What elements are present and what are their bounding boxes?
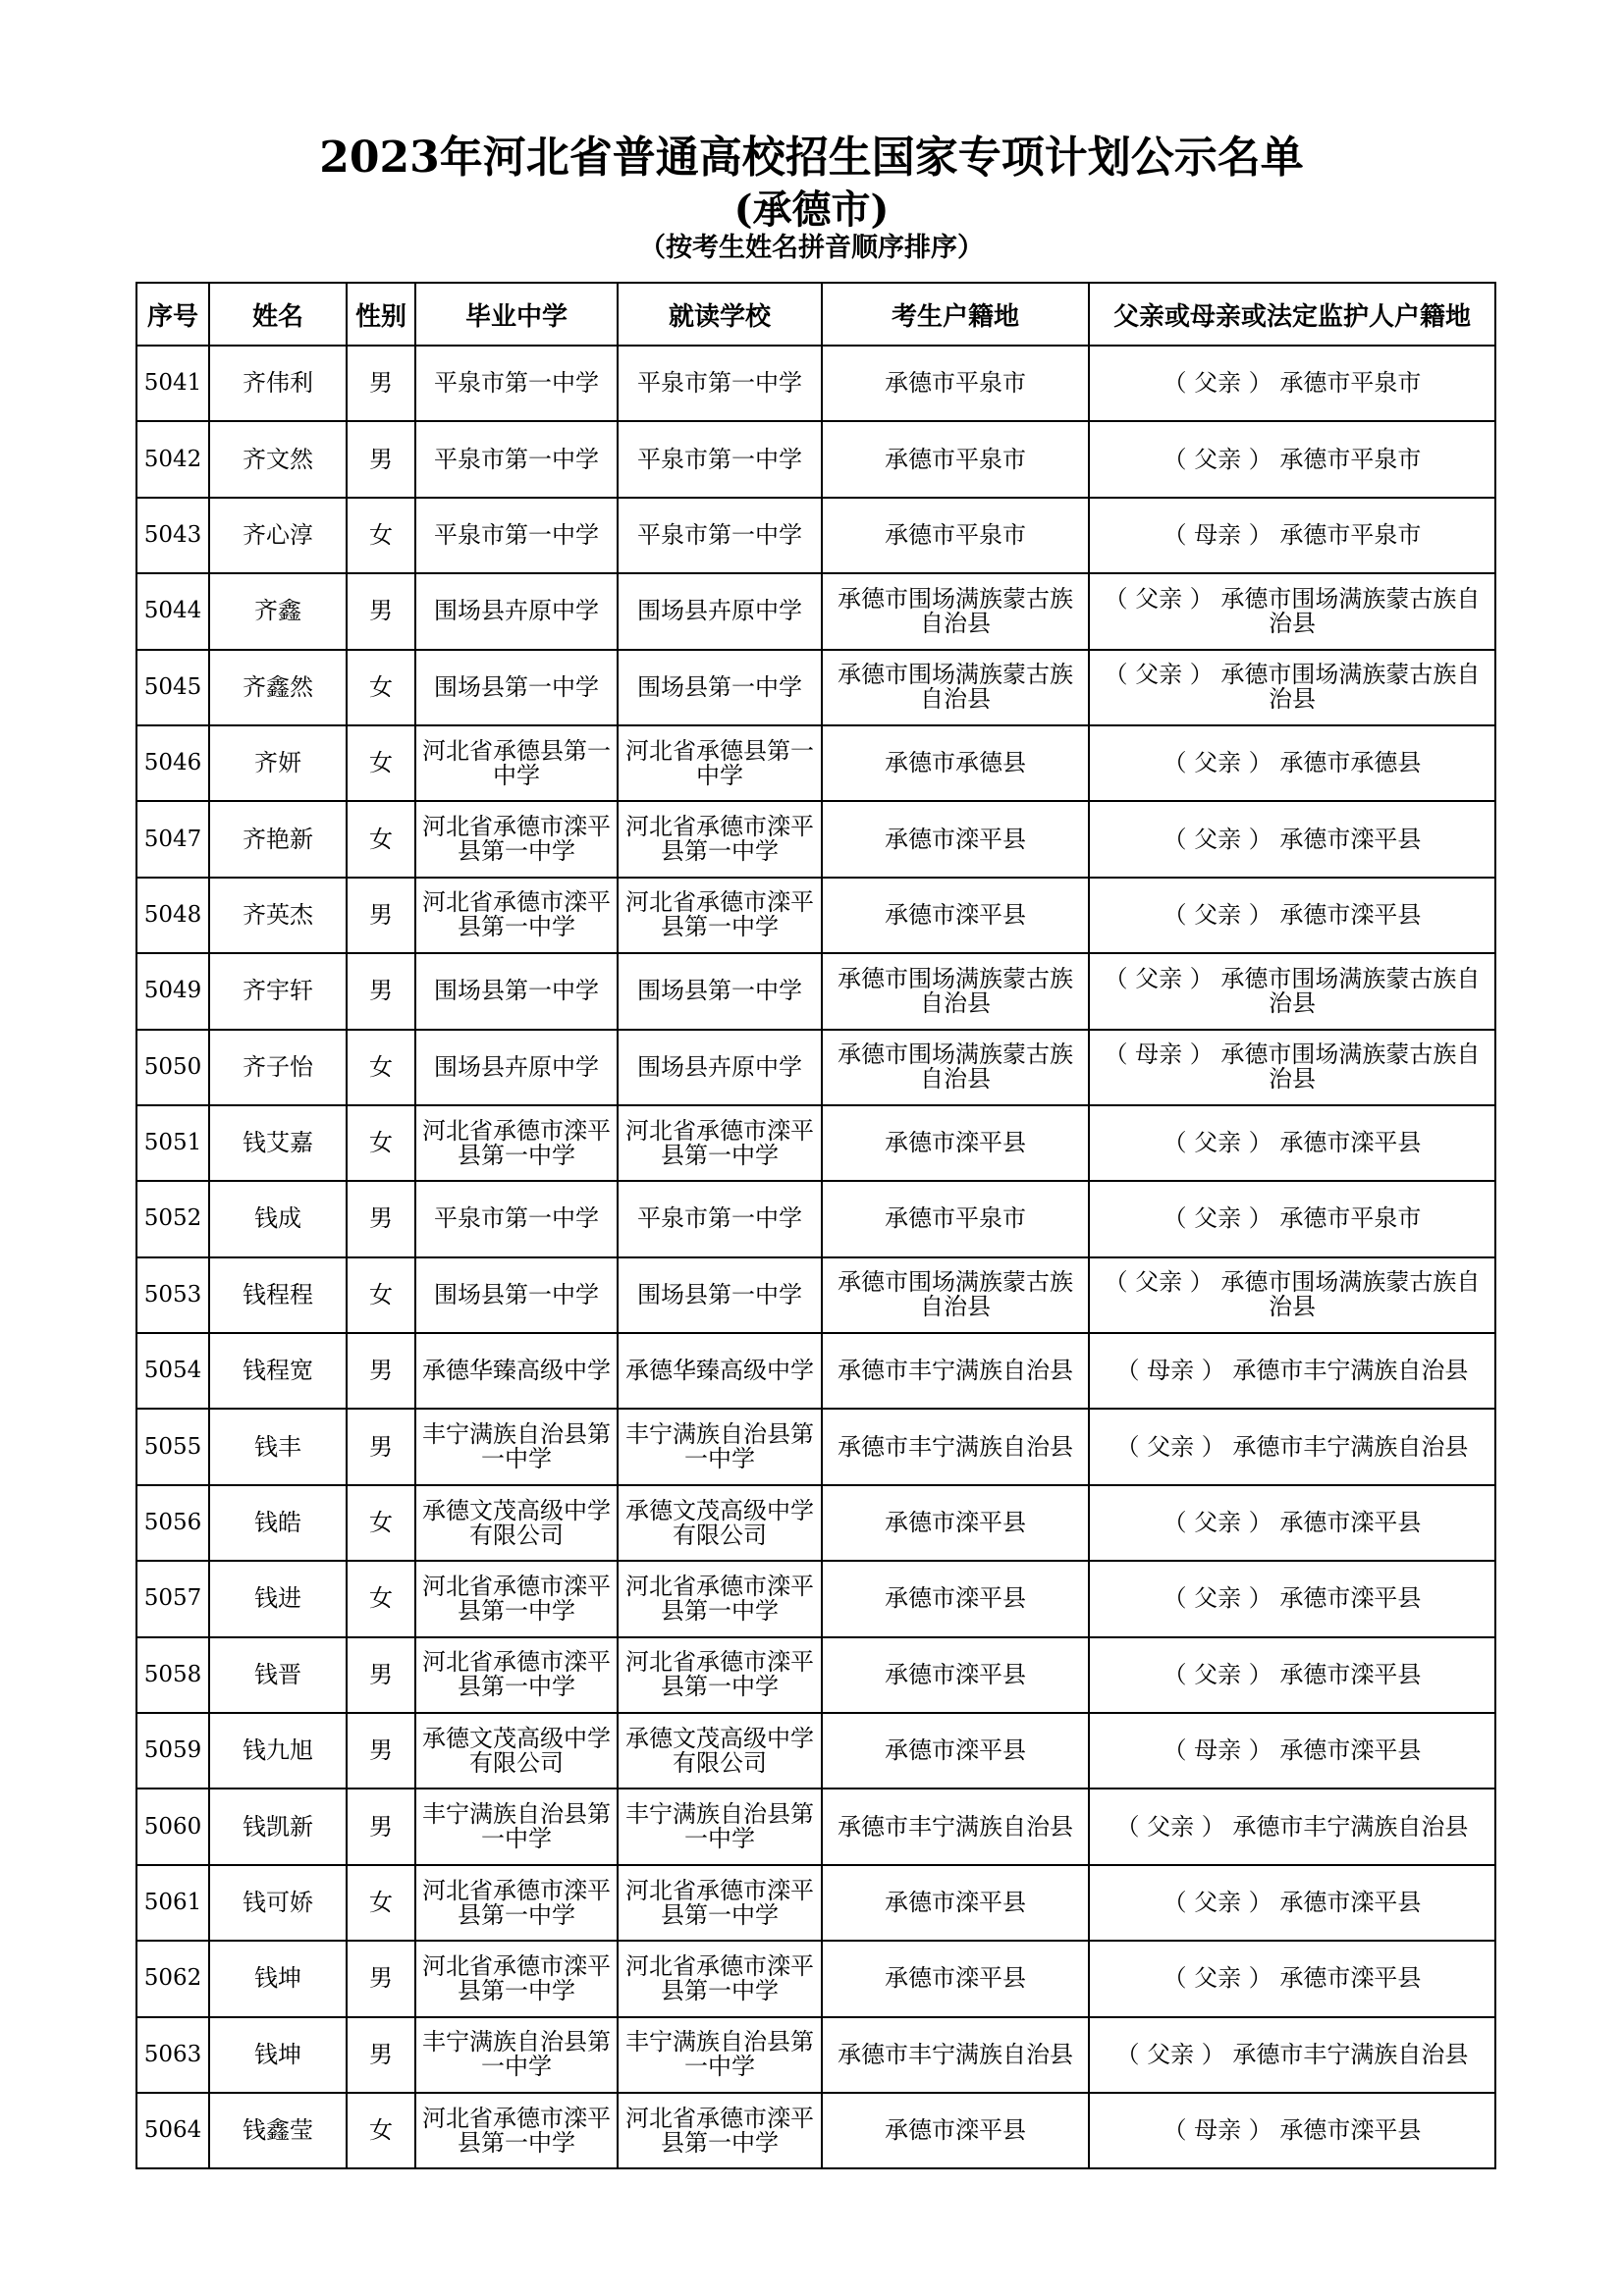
table-row <box>136 346 1495 421</box>
roster-table <box>135 282 1496 2169</box>
student-residence-cell: 承德市滦平县 <box>822 878 1089 953</box>
header-gender: 性别 <box>347 283 415 346</box>
guardian-residence-cell: （ 父亲 ） 承德市滦平县 <box>1089 1485 1495 1561</box>
current-school-cell: 河北省承德市滦平县第一中学 <box>618 1105 822 1181</box>
guardian-residence-cell: （ 父亲 ） 承德市围场满族蒙古族自治县 <box>1089 573 1495 649</box>
gender-cell: 女 <box>347 2093 415 2168</box>
guardian-residence-cell: （ 父亲 ） 承德市滦平县 <box>1089 878 1495 953</box>
name-cell: 钱程宽 <box>209 1333 347 1409</box>
current-school-cell: 平泉市第一中学 <box>618 346 822 421</box>
table-row <box>136 1941 1495 2016</box>
name-cell: 钱凯新 <box>209 1789 347 1864</box>
serial-cell: 5054 <box>136 1333 209 1409</box>
graduation-school-cell: 丰宁满族自治县第一中学 <box>415 1789 618 1864</box>
student-residence-cell: 承德市平泉市 <box>822 346 1089 421</box>
gender-cell: 男 <box>347 1333 415 1409</box>
table-row <box>136 801 1495 877</box>
guardian-residence-cell: （ 父亲 ） 承德市滦平县 <box>1089 1865 1495 1941</box>
serial-cell: 5051 <box>136 1105 209 1181</box>
name-cell: 钱丰 <box>209 1409 347 1484</box>
header-student-residence: 考生户籍地 <box>822 283 1089 346</box>
gender-cell: 男 <box>347 2017 415 2093</box>
header-graduation-school: 毕业中学 <box>415 283 618 346</box>
table-row <box>136 2093 1495 2168</box>
name-cell: 齐妍 <box>209 725 347 801</box>
guardian-residence-cell: （ 父亲 ） 承德市围场满族蒙古族自治县 <box>1089 1257 1495 1333</box>
name-cell: 齐伟利 <box>209 346 347 421</box>
current-school-cell: 丰宁满族自治县第一中学 <box>618 1409 822 1484</box>
name-cell: 钱艾嘉 <box>209 1105 347 1181</box>
graduation-school-cell: 河北省承德市滦平县第一中学 <box>415 1865 618 1941</box>
student-residence-cell: 承德市滦平县 <box>822 2093 1089 2168</box>
table-row <box>136 650 1495 725</box>
gender-cell: 男 <box>347 1941 415 2016</box>
graduation-school-cell: 河北省承德市滦平县第一中学 <box>415 801 618 877</box>
graduation-school-cell: 河北省承德市滦平县第一中学 <box>415 2093 618 2168</box>
gender-cell: 女 <box>347 1865 415 1941</box>
table-row <box>136 1105 1495 1181</box>
guardian-residence-cell: （ 母亲 ） 承德市围场满族蒙古族自治县 <box>1089 1030 1495 1105</box>
student-residence-cell: 承德市滦平县 <box>822 1485 1089 1561</box>
guardian-residence-cell: （ 父亲 ） 承德市围场满族蒙古族自治县 <box>1089 953 1495 1029</box>
header-row <box>136 283 1495 346</box>
student-residence-cell: 承德市滦平县 <box>822 1105 1089 1181</box>
serial-cell: 5056 <box>136 1485 209 1561</box>
serial-cell: 5053 <box>136 1257 209 1333</box>
current-school-cell: 河北省承德市滦平县第一中学 <box>618 1941 822 2016</box>
serial-cell: 5041 <box>136 346 209 421</box>
table-row <box>136 573 1495 649</box>
guardian-residence-cell: （ 父亲 ） 承德市滦平县 <box>1089 1105 1495 1181</box>
name-cell: 齐鑫然 <box>209 650 347 725</box>
guardian-residence-cell: （ 父亲 ） 承德市滦平县 <box>1089 1561 1495 1636</box>
serial-cell: 5064 <box>136 2093 209 2168</box>
serial-cell: 5047 <box>136 801 209 877</box>
table-row <box>136 953 1495 1029</box>
student-residence-cell: 承德市丰宁满族自治县 <box>822 2017 1089 2093</box>
current-school-cell: 围场县第一中学 <box>618 650 822 725</box>
table-row <box>136 1333 1495 1409</box>
name-cell: 齐心淳 <box>209 498 347 573</box>
graduation-school-cell: 承德文茂高级中学有限公司 <box>415 1485 618 1561</box>
name-cell: 齐宇轩 <box>209 953 347 1029</box>
current-school-cell: 河北省承德市滦平县第一中学 <box>618 1637 822 1713</box>
student-residence-cell: 承德市围场满族蒙古族自治县 <box>822 1030 1089 1105</box>
table-row <box>136 725 1495 801</box>
gender-cell: 女 <box>347 650 415 725</box>
guardian-residence-cell: （ 父亲 ） 承德市平泉市 <box>1089 421 1495 497</box>
table-row <box>136 1485 1495 1561</box>
name-cell: 钱坤 <box>209 1941 347 2016</box>
name-cell: 钱程程 <box>209 1257 347 1333</box>
student-residence-cell: 承德市丰宁满族自治县 <box>822 1409 1089 1484</box>
current-school-cell: 平泉市第一中学 <box>618 1181 822 1256</box>
student-residence-cell: 承德市滦平县 <box>822 1865 1089 1941</box>
gender-cell: 男 <box>347 421 415 497</box>
serial-cell: 5060 <box>136 1789 209 1864</box>
current-school-cell: 河北省承德市滦平县第一中学 <box>618 1865 822 1941</box>
gender-cell: 女 <box>347 801 415 877</box>
guardian-residence-cell: （ 父亲 ） 承德市平泉市 <box>1089 1181 1495 1256</box>
name-cell: 齐艳新 <box>209 801 347 877</box>
table-row <box>136 1561 1495 1636</box>
gender-cell: 男 <box>347 1181 415 1256</box>
name-cell: 齐文然 <box>209 421 347 497</box>
serial-cell: 5045 <box>136 650 209 725</box>
gender-cell: 男 <box>347 1713 415 1789</box>
serial-cell: 5048 <box>136 878 209 953</box>
guardian-residence-cell: （ 父亲 ） 承德市丰宁满族自治县 <box>1089 2017 1495 2093</box>
sort-note: （按考生姓名拼音顺序排序） <box>639 233 984 263</box>
name-cell: 钱进 <box>209 1561 347 1636</box>
guardian-residence-cell: （ 父亲 ） 承德市滦平县 <box>1089 1637 1495 1713</box>
graduation-school-cell: 丰宁满族自治县第一中学 <box>415 1409 618 1484</box>
table-row <box>136 878 1495 953</box>
graduation-school-cell: 丰宁满族自治县第一中学 <box>415 2017 618 2093</box>
graduation-school-cell: 平泉市第一中学 <box>415 421 618 497</box>
table-row <box>136 498 1495 573</box>
current-school-cell: 河北省承德市滦平县第一中学 <box>618 801 822 877</box>
serial-cell: 5062 <box>136 1941 209 2016</box>
student-residence-cell: 承德市滦平县 <box>822 1561 1089 1636</box>
current-school-cell: 承德文茂高级中学有限公司 <box>618 1713 822 1789</box>
current-school-cell: 丰宁满族自治县第一中学 <box>618 2017 822 2093</box>
serial-cell: 5043 <box>136 498 209 573</box>
name-cell: 钱皓 <box>209 1485 347 1561</box>
current-school-cell: 河北省承德市滦平县第一中学 <box>618 1561 822 1636</box>
guardian-residence-cell: （ 父亲 ） 承德市围场满族蒙古族自治县 <box>1089 650 1495 725</box>
serial-cell: 5046 <box>136 725 209 801</box>
serial-cell: 5049 <box>136 953 209 1029</box>
current-school-cell: 河北省承德市滦平县第一中学 <box>618 2093 822 2168</box>
document-title: 2023年河北省普通高校招生国家专项计划公示名单 <box>319 133 1304 183</box>
current-school-cell: 围场县第一中学 <box>618 1257 822 1333</box>
student-residence-cell: 承德市滦平县 <box>822 1941 1089 2016</box>
table-row <box>136 421 1495 497</box>
table-row <box>136 1257 1495 1333</box>
table-row <box>136 1713 1495 1789</box>
student-residence-cell: 承德市平泉市 <box>822 498 1089 573</box>
student-residence-cell: 承德市承德县 <box>822 725 1089 801</box>
name-cell: 齐鑫 <box>209 573 347 649</box>
graduation-school-cell: 河北省承德市滦平县第一中学 <box>415 1637 618 1713</box>
guardian-residence-cell: （ 父亲 ） 承德市滦平县 <box>1089 801 1495 877</box>
graduation-school-cell: 平泉市第一中学 <box>415 1181 618 1256</box>
current-school-cell: 承德华臻高级中学 <box>618 1333 822 1409</box>
roster-body <box>136 346 1495 2168</box>
name-cell: 钱九旭 <box>209 1713 347 1789</box>
graduation-school-cell: 河北省承德县第一中学 <box>415 725 618 801</box>
name-cell: 齐子怡 <box>209 1030 347 1105</box>
graduation-school-cell: 围场县第一中学 <box>415 1257 618 1333</box>
table-row <box>136 1030 1495 1105</box>
student-residence-cell: 承德市平泉市 <box>822 1181 1089 1256</box>
gender-cell: 女 <box>347 498 415 573</box>
graduation-school-cell: 围场县卉原中学 <box>415 573 618 649</box>
current-school-cell: 丰宁满族自治县第一中学 <box>618 1789 822 1864</box>
current-school-cell: 承德文茂高级中学有限公司 <box>618 1485 822 1561</box>
name-cell: 钱可娇 <box>209 1865 347 1941</box>
gender-cell: 男 <box>347 1637 415 1713</box>
gender-cell: 女 <box>347 1257 415 1333</box>
serial-cell: 5050 <box>136 1030 209 1105</box>
serial-cell: 5057 <box>136 1561 209 1636</box>
table-row <box>136 1637 1495 1713</box>
student-residence-cell: 承德市平泉市 <box>822 421 1089 497</box>
gender-cell: 男 <box>347 1409 415 1484</box>
student-residence-cell: 承德市滦平县 <box>822 1713 1089 1789</box>
header-serial: 序号 <box>136 283 209 346</box>
serial-cell: 5052 <box>136 1181 209 1256</box>
serial-cell: 5059 <box>136 1713 209 1789</box>
current-school-cell: 河北省承德市滦平县第一中学 <box>618 878 822 953</box>
table-row <box>136 1409 1495 1484</box>
student-residence-cell: 承德市丰宁满族自治县 <box>822 1333 1089 1409</box>
serial-cell: 5058 <box>136 1637 209 1713</box>
guardian-residence-cell: （ 父亲 ） 承德市滦平县 <box>1089 1941 1495 2016</box>
graduation-school-cell: 围场县第一中学 <box>415 953 618 1029</box>
name-cell: 钱鑫莹 <box>209 2093 347 2168</box>
student-residence-cell: 承德市围场满族蒙古族自治县 <box>822 953 1089 1029</box>
student-residence-cell: 承德市围场满族蒙古族自治县 <box>822 1257 1089 1333</box>
table-row <box>136 2017 1495 2093</box>
current-school-cell: 河北省承德县第一中学 <box>618 725 822 801</box>
gender-cell: 男 <box>347 1789 415 1864</box>
gender-cell: 女 <box>347 1561 415 1636</box>
graduation-school-cell: 河北省承德市滦平县第一中学 <box>415 878 618 953</box>
gender-cell: 男 <box>347 953 415 1029</box>
guardian-residence-cell: （ 父亲 ） 承德市丰宁满族自治县 <box>1089 1409 1495 1484</box>
name-cell: 钱坤 <box>209 2017 347 2093</box>
header-guardian-residence: 父亲或母亲或法定监护人户籍地 <box>1089 283 1495 346</box>
graduation-school-cell: 平泉市第一中学 <box>415 346 618 421</box>
gender-cell: 女 <box>347 1105 415 1181</box>
guardian-residence-cell: （ 母亲 ） 承德市滦平县 <box>1089 1713 1495 1789</box>
serial-cell: 5044 <box>136 573 209 649</box>
gender-cell: 男 <box>347 573 415 649</box>
guardian-residence-cell: （ 父亲 ） 承德市承德县 <box>1089 725 1495 801</box>
graduation-school-cell: 承德文茂高级中学有限公司 <box>415 1713 618 1789</box>
guardian-residence-cell: （ 母亲 ） 承德市滦平县 <box>1089 2093 1495 2168</box>
graduation-school-cell: 河北省承德市滦平县第一中学 <box>415 1105 618 1181</box>
serial-cell: 5055 <box>136 1409 209 1484</box>
current-school-cell: 围场县卉原中学 <box>618 573 822 649</box>
student-residence-cell: 承德市丰宁满族自治县 <box>822 1789 1089 1864</box>
current-school-cell: 围场县卉原中学 <box>618 1030 822 1105</box>
graduation-school-cell: 平泉市第一中学 <box>415 498 618 573</box>
guardian-residence-cell: （ 母亲 ） 承德市丰宁满族自治县 <box>1089 1333 1495 1409</box>
name-cell: 钱成 <box>209 1181 347 1256</box>
guardian-residence-cell: （ 父亲 ） 承德市丰宁满族自治县 <box>1089 1789 1495 1864</box>
current-school-cell: 围场县第一中学 <box>618 953 822 1029</box>
gender-cell: 男 <box>347 346 415 421</box>
student-residence-cell: 承德市围场满族蒙古族自治县 <box>822 650 1089 725</box>
header-current-school: 就读学校 <box>618 283 822 346</box>
gender-cell: 女 <box>347 1030 415 1105</box>
gender-cell: 女 <box>347 725 415 801</box>
gender-cell: 男 <box>347 878 415 953</box>
table-row <box>136 1181 1495 1256</box>
name-cell: 齐英杰 <box>209 878 347 953</box>
guardian-residence-cell: （ 父亲 ） 承德市平泉市 <box>1089 346 1495 421</box>
header-name: 姓名 <box>209 283 347 346</box>
table-row <box>136 1865 1495 1941</box>
gender-cell: 女 <box>347 1485 415 1561</box>
graduation-school-cell: 河北省承德市滦平县第一中学 <box>415 1561 618 1636</box>
student-residence-cell: 承德市围场满族蒙古族自治县 <box>822 573 1089 649</box>
graduation-school-cell: 围场县卉原中学 <box>415 1030 618 1105</box>
document-subtitle: (承德市) <box>733 187 890 233</box>
graduation-school-cell: 围场县第一中学 <box>415 650 618 725</box>
name-cell: 钱晋 <box>209 1637 347 1713</box>
guardian-residence-cell: （ 母亲 ） 承德市平泉市 <box>1089 498 1495 573</box>
serial-cell: 5061 <box>136 1865 209 1941</box>
graduation-school-cell: 河北省承德市滦平县第一中学 <box>415 1941 618 2016</box>
graduation-school-cell: 承德华臻高级中学 <box>415 1333 618 1409</box>
serial-cell: 5063 <box>136 2017 209 2093</box>
table-row <box>136 1789 1495 1864</box>
current-school-cell: 平泉市第一中学 <box>618 421 822 497</box>
current-school-cell: 平泉市第一中学 <box>618 498 822 573</box>
student-residence-cell: 承德市滦平县 <box>822 801 1089 877</box>
student-residence-cell: 承德市滦平县 <box>822 1637 1089 1713</box>
serial-cell: 5042 <box>136 421 209 497</box>
